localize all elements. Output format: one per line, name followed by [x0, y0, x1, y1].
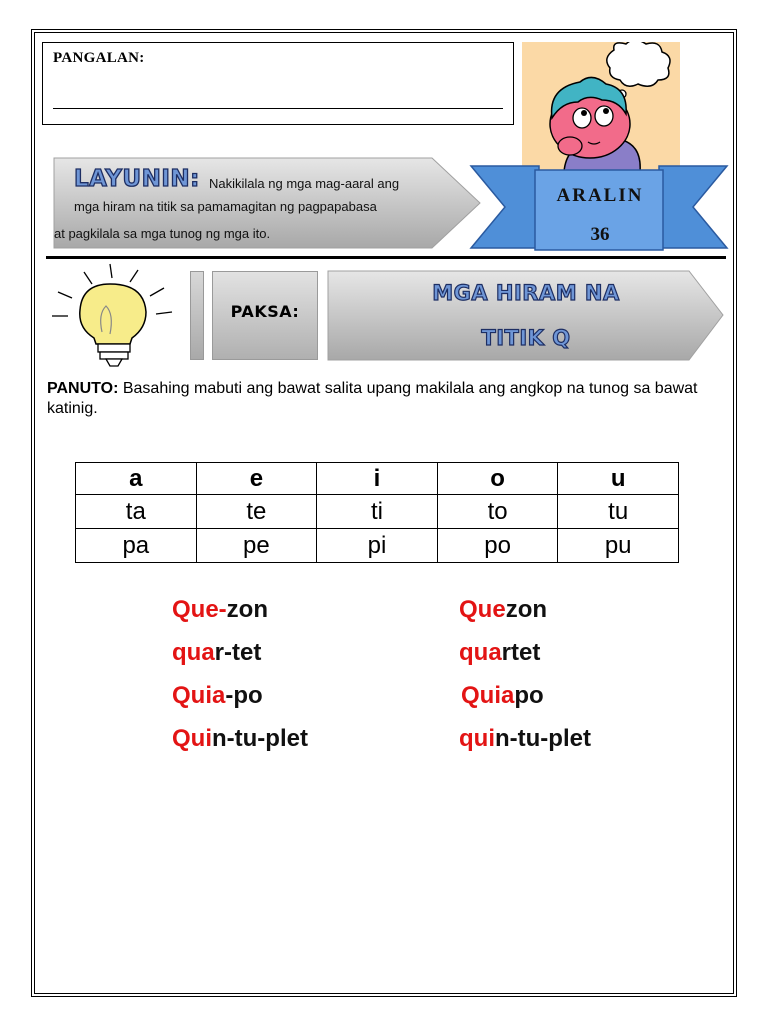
word-highlight: Qui [172, 725, 212, 752]
table-cell: po [437, 529, 558, 563]
topic-title-line-2: TITIK Q [481, 326, 571, 350]
word-whole-2 [459, 639, 540, 667]
word-syllabified-4 [172, 725, 308, 753]
word-rest: -po [225, 682, 263, 709]
layunin-title: LAYUNIN: [74, 166, 200, 192]
lightbulb-icon [48, 262, 178, 372]
layunin-text-line-2: mga hiram na titik sa pamamagitan ng pagpapabasa [74, 199, 377, 214]
table-cell: pi [317, 529, 438, 563]
table-cell: pe [196, 529, 317, 563]
word-syllabified-1 [172, 596, 268, 624]
name-label: PANGALAN: [53, 50, 145, 66]
word-highlight: qui [459, 725, 495, 752]
word-whole-4 [459, 725, 591, 753]
table-header-cell: e [196, 463, 317, 495]
word-rest: r-tet [214, 639, 262, 666]
table-cell: ti [317, 495, 438, 529]
word-syllabified-3 [172, 682, 263, 710]
table-header-cell: o [437, 463, 558, 495]
name-box [42, 42, 514, 125]
word-highlight: Que [459, 596, 506, 623]
layunin-text-line-3: at pagkilala sa mga tunog ng mga ito. [54, 226, 271, 241]
word-syllabified-2 [172, 639, 261, 667]
word-rest: zon [505, 596, 548, 623]
section-divider [46, 256, 726, 259]
word-highlight: qua [459, 639, 502, 666]
aralin-number: 36 [590, 224, 610, 245]
table-header-cell: u [558, 463, 679, 495]
word-highlight: Quia [461, 682, 515, 709]
word-rest: zon [226, 596, 268, 623]
aralin-label: ARALIN [556, 185, 644, 206]
paksa-label: PAKSA: [230, 302, 300, 321]
layunin-banner [52, 156, 482, 250]
table-cell: pa [76, 529, 197, 563]
table-cell: ta [76, 495, 197, 529]
word-rest: n-tu-plet [495, 725, 591, 752]
panuto-text: Basahing mabuti ang bawat salita upang makilala ang angkop na tunog sa bawat katinig. [47, 380, 698, 417]
topic-title-line-1: MGA HIRAM NA [432, 281, 620, 305]
thinking-child-illustration [522, 42, 680, 172]
word-rest: n-tu-plet [212, 725, 308, 752]
word-rest: po [514, 682, 544, 709]
syllable-table [75, 462, 679, 563]
word-highlight: qua [172, 639, 215, 666]
table-cell: pu [558, 529, 679, 563]
table-cell: tu [558, 495, 679, 529]
word-whole-3 [461, 682, 544, 710]
table-header-cell: a [76, 463, 197, 495]
paksa-box [212, 271, 318, 360]
word-highlight: Quia [172, 682, 226, 709]
name-write-line[interactable] [53, 108, 503, 109]
word-highlight: Que- [172, 596, 227, 623]
table-cell: to [437, 495, 558, 529]
decorative-strip [190, 271, 204, 360]
instructions [47, 379, 727, 419]
table-row [76, 529, 679, 563]
table-cell: te [196, 495, 317, 529]
word-whole-1 [459, 596, 547, 624]
table-header-cell: i [317, 463, 438, 495]
word-rest: rtet [501, 639, 541, 666]
table-row [76, 495, 679, 529]
layunin-text-line-1: Nakikilala ng mga mag-aaral ang [209, 176, 400, 191]
panuto-label: PANUTO: [47, 380, 119, 397]
table-header-row [76, 463, 679, 495]
